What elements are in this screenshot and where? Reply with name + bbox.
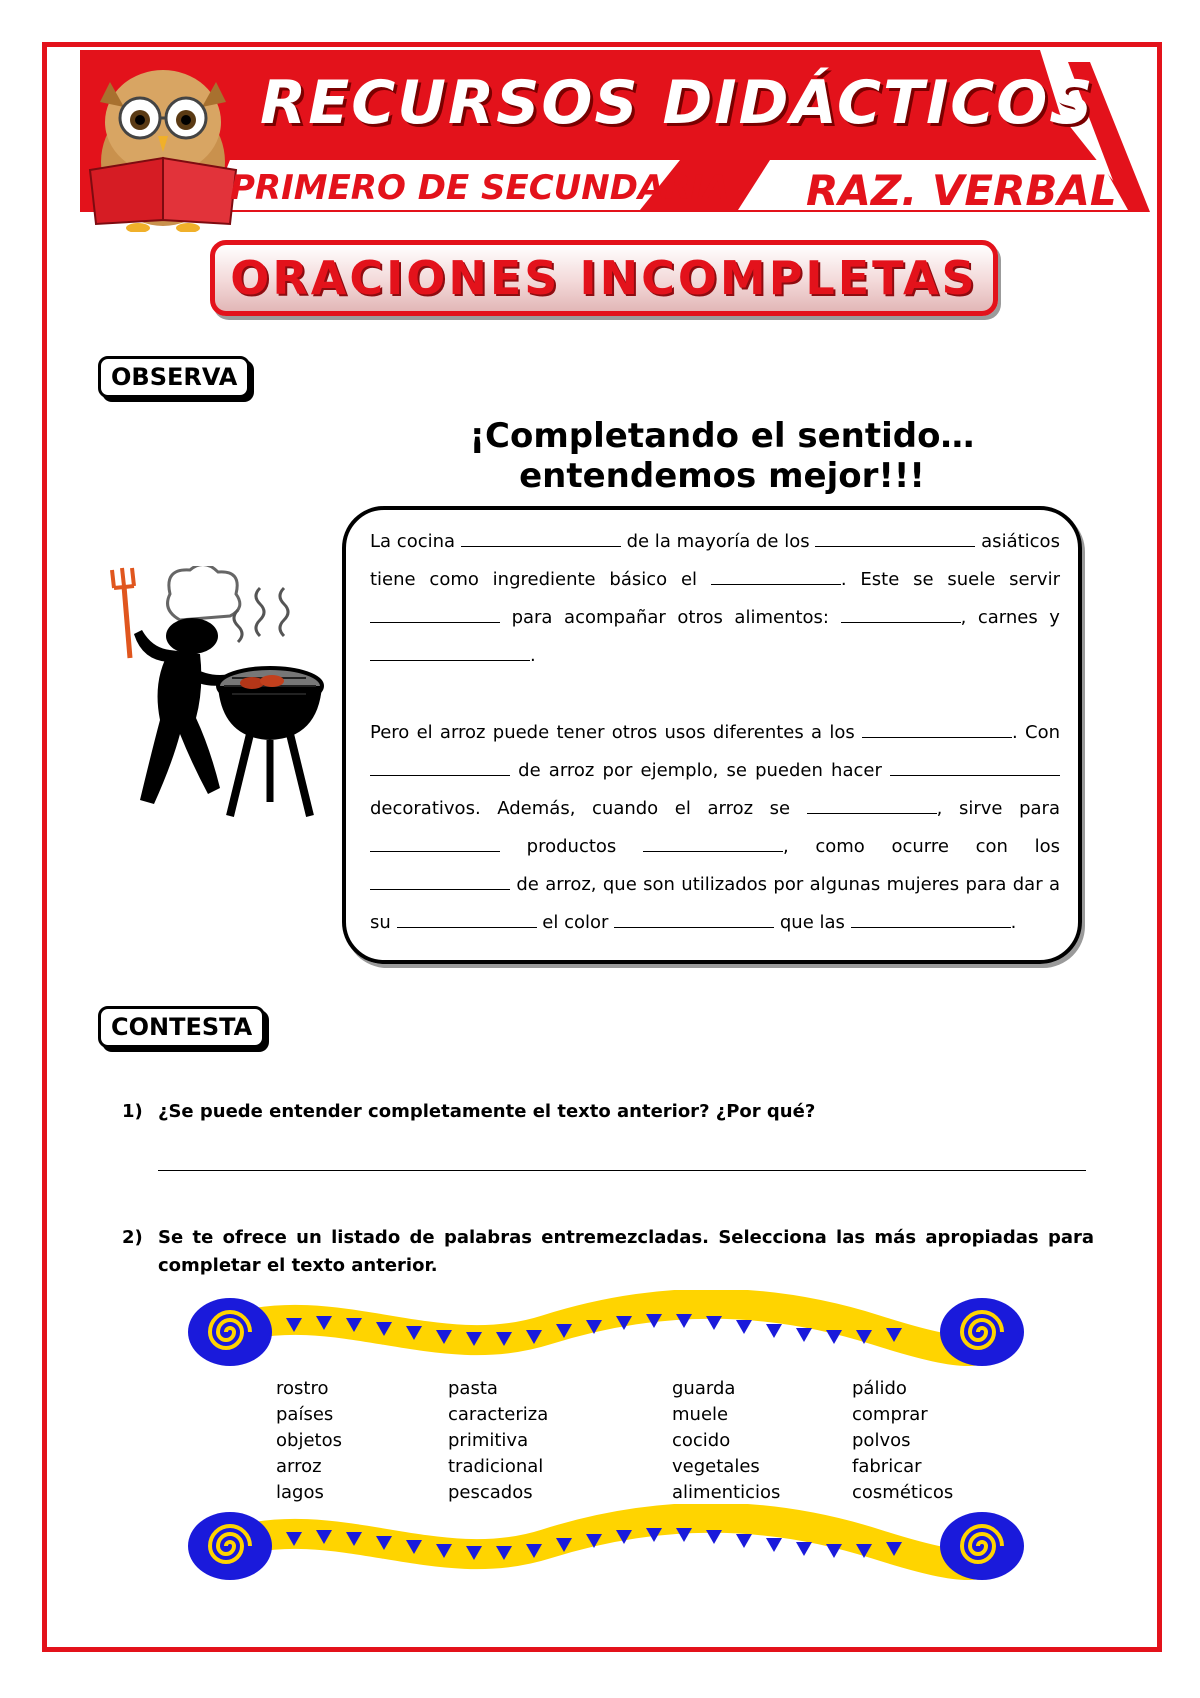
worksheet-title: ORACIONES INCOMPLETAS [230,251,978,305]
blank-field[interactable] [370,757,510,776]
blank-field[interactable] [370,833,500,852]
blank-field[interactable] [461,528,621,547]
word-item: pálido [852,1378,907,1399]
word-column-1 [276,1376,342,1506]
p1-text-4: . Este se suele servir [840,569,1060,590]
p1-text-6: , carnes y [960,607,1060,628]
blank-field[interactable] [643,833,783,852]
word-item: muele [672,1404,729,1425]
p2-text-3: de arroz por ejemplo, se pueden hacer [518,760,882,781]
grade-label: PRIMERO DE SECUNDARIA [230,168,730,208]
p1-text-1: La cocina [370,531,456,552]
word-item: países [276,1404,334,1425]
blank-field[interactable] [807,795,937,814]
p2-text-1: Pero el arroz puede tener otros usos diferentes a los [370,722,855,743]
word-item: tradicional [448,1456,544,1477]
blank-field[interactable] [614,909,774,928]
p2-text-10: que las [779,912,845,933]
word-item: comprar [852,1404,928,1425]
p1-text-3: asiáticos tiene como ingrediente básico el [370,531,1060,590]
word-item: pasta [448,1378,498,1399]
word-item: vegetales [672,1456,760,1477]
word-item: rostro [276,1378,329,1399]
word-item: cosméticos [852,1482,954,1503]
p1-text-7: . [530,645,536,666]
blank-field[interactable] [862,719,1012,738]
observe-tag: OBSERVA [98,356,250,398]
word-item: polvos [852,1430,911,1451]
blank-field[interactable] [890,757,1060,776]
word-item: objetos [276,1430,342,1451]
word-item: arroz [276,1456,322,1477]
p2-text-5: , sirve para [936,798,1060,819]
word-item: fabricar [852,1456,922,1477]
contest-tag: CONTESTA [98,1006,265,1048]
p2-text-6: productos [526,836,617,857]
paragraph-2 [370,714,1060,942]
question-number: 2) [122,1227,143,1248]
word-column-4 [852,1376,953,1506]
answer-line[interactable] [158,1170,1086,1171]
p2-text-8: de arroz, que son utilizados por algunas mujeres para dar a su [370,874,1060,933]
blank-field[interactable] [370,871,510,890]
word-item: guarda [672,1378,736,1399]
blank-field[interactable] [370,642,530,661]
blank-field[interactable] [397,909,537,928]
worksheet-title-box [210,240,998,316]
barbecue-chef-icon [100,566,330,826]
brand-title: RECURSOS DIDÁCTICOS [260,68,1095,138]
p2-text-4: decorativos. Además, cuando el arroz se [370,798,791,819]
word-column-3 [672,1376,780,1506]
word-item: caracteriza [448,1404,549,1425]
owl-reading-icon [78,52,248,232]
question-2 [122,1224,1094,1280]
blank-field[interactable] [815,528,975,547]
blank-field[interactable] [851,909,1011,928]
question-text: Se te ofrece un listado de palabras entremezcladas. Selecciona las más apropiadas para completar el texto anterior. [158,1227,1094,1276]
word-item: cocido [672,1430,731,1451]
paragraph-1 [370,523,1060,675]
blank-field[interactable] [841,604,961,623]
question-1 [122,1098,1082,1126]
blank-field[interactable] [370,604,500,623]
word-column-2 [448,1376,548,1506]
blank-field[interactable] [711,566,841,585]
question-text: ¿Se puede entender completamente el texto anterior? ¿Por qué? [158,1101,816,1122]
word-item: alimenticios [672,1482,781,1503]
subject-label: RAZ. VERBAL [806,166,1117,215]
p2-text-9: el color [542,912,609,933]
p1-text-5: para acompañar otros alimentos: [511,607,829,628]
question-number: 1) [122,1101,143,1122]
word-item: primitiva [448,1430,529,1451]
decorative-border-bottom [186,1504,1026,1594]
p1-text-2: de la mayoría de los [626,531,810,552]
word-item: pescados [448,1482,533,1503]
p2-text-7: , como ocurre con los [782,836,1060,857]
word-item: lagos [276,1482,324,1503]
p2-text-2: . Con [1012,722,1060,743]
decorative-border-top [186,1290,1026,1380]
p2-text-11: . [1010,912,1017,933]
headline: ¡Completando el sentido… entendemos mejor!!! [469,416,975,496]
